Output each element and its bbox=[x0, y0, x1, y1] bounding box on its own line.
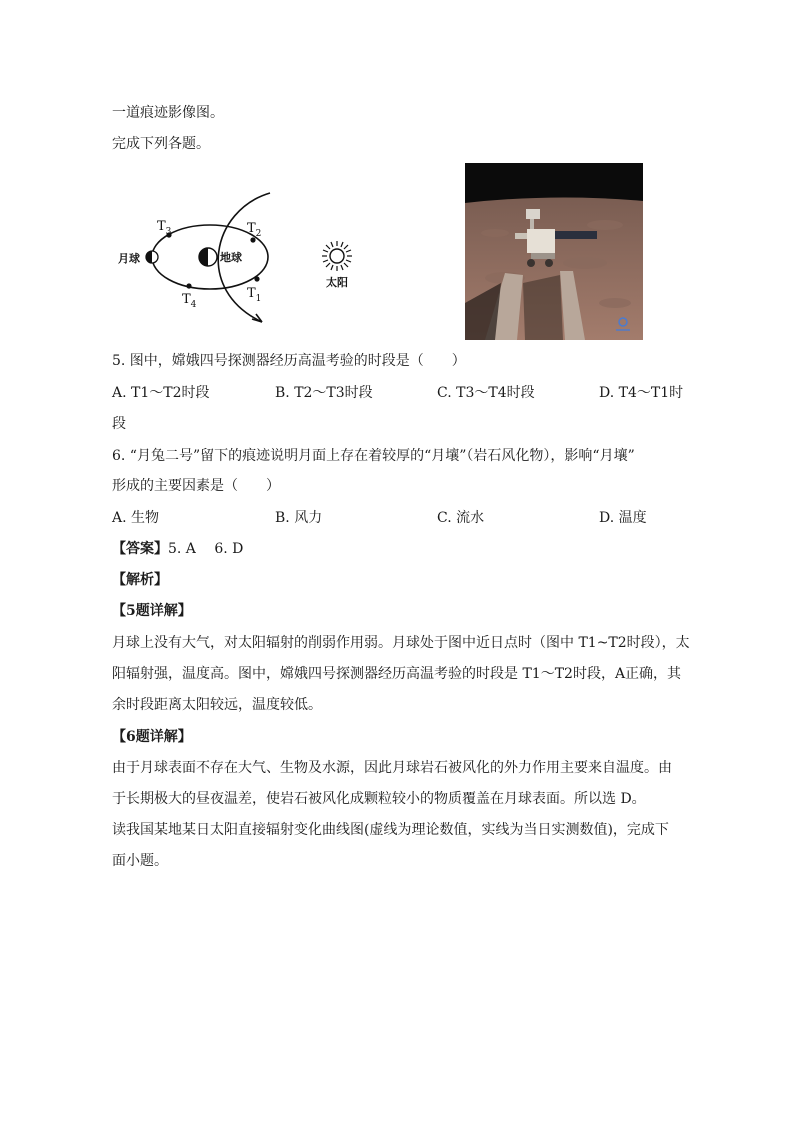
q6-option-d[interactable]: D. 温度 bbox=[599, 510, 647, 526]
q6-stem-line-2: 形成的主要因素是（ ） bbox=[112, 478, 280, 494]
t2-label: $T_2$ bbox=[247, 221, 262, 239]
q5-stem: 5. 图中，嫦娥四号探测器经历高温考验的时段是（ ） bbox=[112, 353, 466, 369]
t4-label: $T_4$ bbox=[182, 292, 197, 310]
detail6-line-2: 于长期极大的昼夜温差，使岩石被风化成颗粒较小的物质覆盖在月球表面。所以选 D。 bbox=[112, 791, 646, 807]
q6-option-c[interactable]: C. 流水 bbox=[437, 510, 485, 526]
q5-option-b[interactable]: B. T2～T3时段 bbox=[275, 385, 373, 401]
earth-icon bbox=[199, 248, 217, 266]
detail5-tag: 【5题详解】 bbox=[112, 603, 192, 619]
sun-icon bbox=[322, 241, 352, 271]
intro-line-2: 完成下列各题。 bbox=[112, 136, 210, 152]
answer-tag: 【答案】 bbox=[112, 541, 168, 557]
point-t1 bbox=[254, 276, 259, 281]
answer-text: 5. A 6. D bbox=[168, 541, 244, 557]
q6-option-a[interactable]: A. 生物 bbox=[112, 510, 160, 526]
t1-label: $T_1$ bbox=[247, 286, 262, 304]
q6-stem-line-1: 6. “月兔二号”留下的痕迹说明月面上存在着较厚的“月壤”（岩石风化物），影响“月壤” bbox=[112, 448, 635, 464]
detail6-line-1: 由于月球表面不存在大气、生物及水源，因此月球岩石被风化的外力作用主要来自温度。由 bbox=[112, 760, 672, 776]
moon-icon bbox=[146, 251, 158, 263]
analysis-tag: 【解析】 bbox=[112, 572, 168, 588]
moon-label: 月球 bbox=[118, 252, 140, 265]
q5-option-d[interactable]: D. T4～T1时 bbox=[599, 385, 684, 401]
answer-line bbox=[112, 539, 243, 559]
detail5-line-3: 余时段距离太阳较远，温度较低。 bbox=[112, 697, 322, 713]
sun-label: 太阳 bbox=[326, 276, 348, 289]
q5-option-c[interactable]: C. T3～T4时段 bbox=[437, 385, 535, 401]
orbit-diagram bbox=[112, 190, 382, 330]
next-line-1: 读我国某地某日太阳直接辐射变化曲线图(虚线为理论数值，实线为当日实测数值)，完成下 bbox=[112, 822, 669, 838]
next-line-2: 面小题。 bbox=[112, 853, 168, 869]
t3-label: $T_3$ bbox=[157, 219, 172, 237]
detail6-tag: 【6题详解】 bbox=[112, 729, 192, 745]
q5-option-a[interactable]: A. T1～T2时段 bbox=[112, 385, 210, 401]
rover-photo bbox=[465, 163, 643, 340]
earth-label: 地球 bbox=[220, 251, 242, 264]
q5-option-d-wrap: 段 bbox=[112, 416, 126, 432]
detail5-line-1: 月球上没有大气，对太阳辐射的削弱作用弱。月球处于图中近日点时（图中 T1~T2时段），太 bbox=[112, 635, 690, 651]
intro-line-1: 一道痕迹影像图。 bbox=[112, 105, 224, 121]
detail5-line-2: 阳辐射强，温度高。图中，嫦娥四号探测器经历高温考验的时段是 T1～T2时段，A正确，其 bbox=[112, 666, 682, 682]
point-t4 bbox=[186, 283, 191, 288]
q6-option-b[interactable]: B. 风力 bbox=[275, 510, 323, 526]
